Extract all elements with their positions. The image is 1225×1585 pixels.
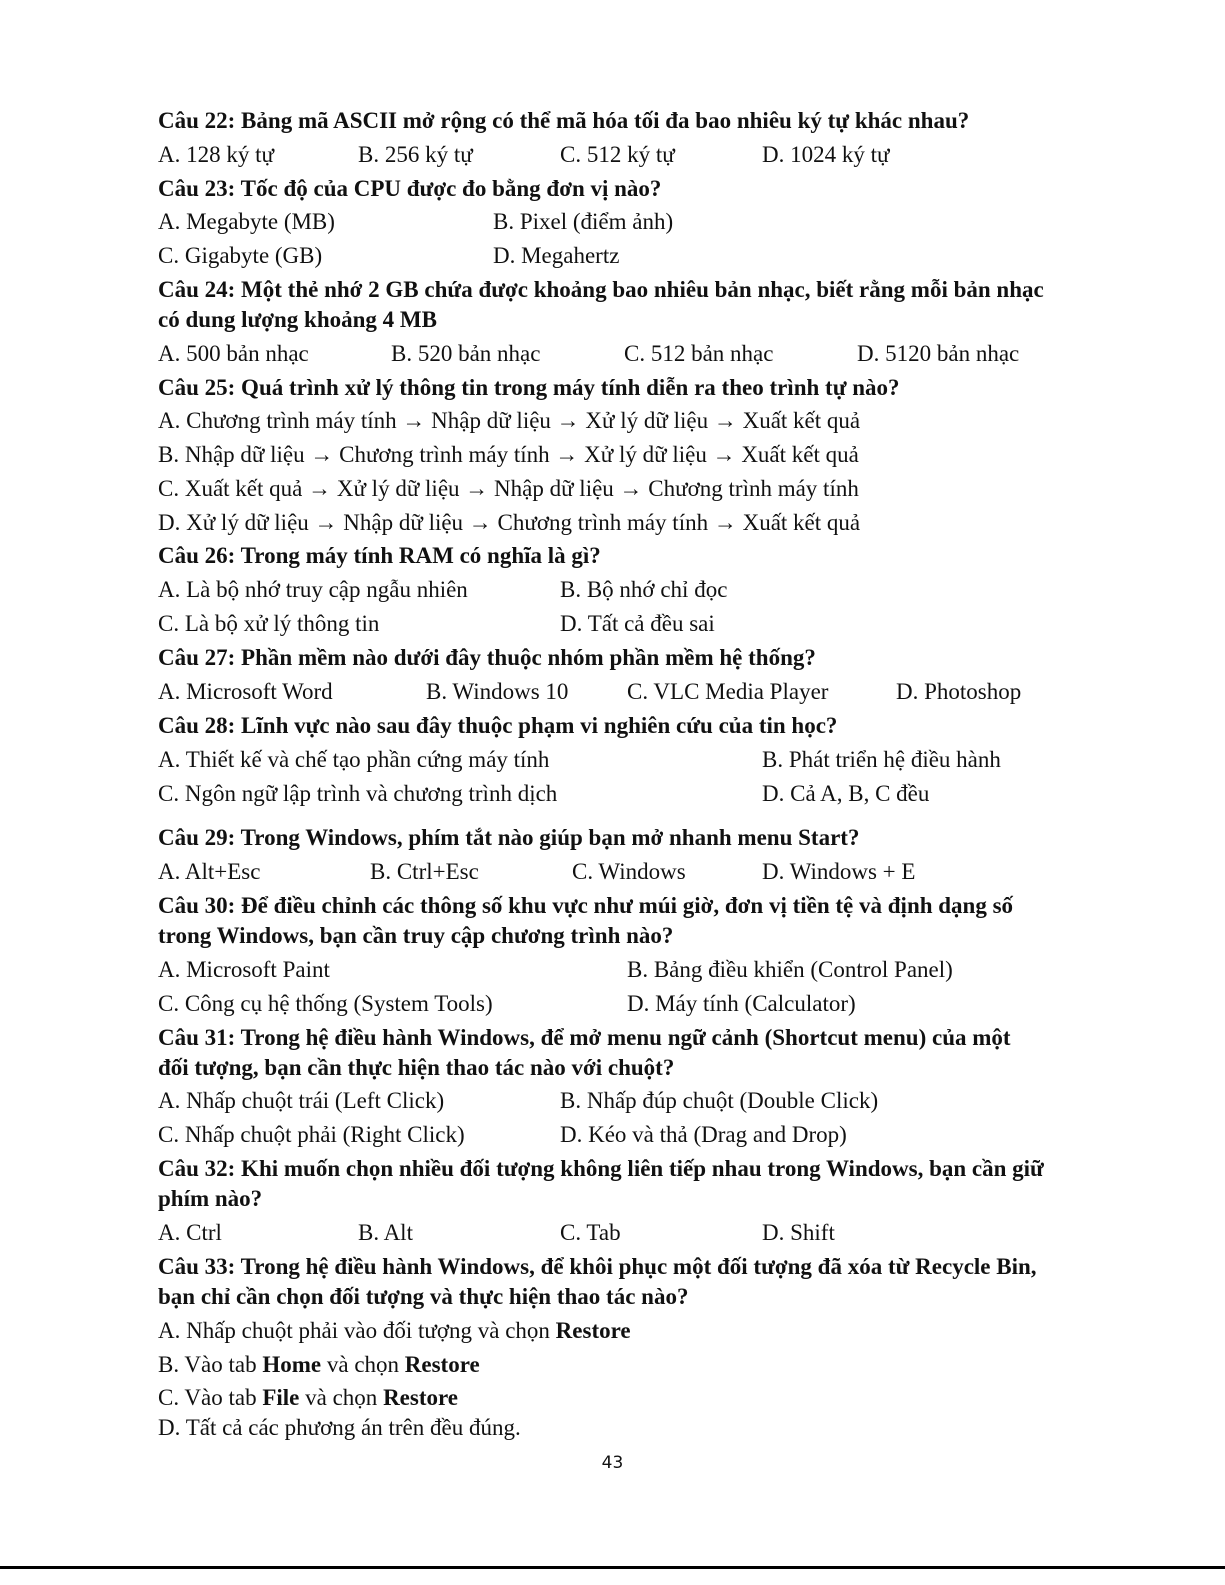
q33-option-c-bold-action: Restore bbox=[383, 1385, 458, 1410]
q31-option-d: D. Kéo và thả (Drag and Drop) bbox=[560, 1122, 847, 1147]
q28-option-d: D. Cả A, B, C đều bbox=[762, 781, 930, 806]
q33-option-b-bold-action: Restore bbox=[404, 1352, 480, 1377]
q25-option-a: A. Chương trình máy tính → Nhập dữ liệu → Xử lý dữ liệu → Xuất kết quả bbox=[158, 408, 861, 433]
q33-option-b-text: B. Vào tab bbox=[158, 1352, 263, 1377]
q31-option-c: C. Nhấp chuột phải (Right Click) bbox=[158, 1122, 465, 1147]
question-26-title: Câu 26: Trong máy tính RAM có nghĩa là gì? bbox=[158, 543, 601, 568]
q26-option-c: C. Là bộ xử lý thông tin bbox=[158, 611, 380, 636]
q33-option-c-bold-tab: File bbox=[262, 1385, 300, 1410]
q33-option-b bbox=[158, 1350, 480, 1380]
question-28-title: Câu 28: Lĩnh vực nào sau đây thuộc phạm vi nghiên cứu của tin học? bbox=[158, 713, 838, 738]
q33-option-b-mid: và chọn bbox=[321, 1352, 405, 1377]
q23-option-b: B. Pixel (điểm ảnh) bbox=[493, 209, 674, 234]
q31-option-b: B. Nhấp đúp chuột (Double Click) bbox=[560, 1088, 879, 1113]
question-29-title: Câu 29: Trong Windows, phím tắt nào giúp bạn mở nhanh menu Start? bbox=[158, 825, 860, 850]
q24-option-a: A. 500 bản nhạc bbox=[158, 341, 309, 366]
q22-option-b: B. 256 ký tự bbox=[358, 142, 473, 167]
q29-option-b: B. Ctrl+Esc bbox=[370, 859, 479, 884]
q33-option-c bbox=[158, 1383, 458, 1413]
q30-option-d: D. Máy tính (Calculator) bbox=[627, 991, 856, 1016]
q33-option-b-bold-tab: Home bbox=[262, 1352, 322, 1377]
q33-option-a-text: A. Nhấp chuột phải vào đối tượng và chọn bbox=[158, 1318, 556, 1343]
q33-option-a-bold: Restore bbox=[555, 1318, 631, 1343]
q22-option-a: A. 128 ký tự bbox=[158, 142, 274, 167]
q27-option-c: C. VLC Media Player bbox=[627, 679, 829, 704]
q26-option-b: B. Bộ nhớ chỉ đọc bbox=[560, 577, 728, 602]
q33-option-a bbox=[158, 1316, 631, 1346]
q29-option-d: D. Windows + E bbox=[762, 859, 916, 884]
q24-option-b: B. 520 bản nhạc bbox=[391, 341, 541, 366]
question-31-title-line2: đối tượng, bạn cần thực hiện thao tác nào với chuột? bbox=[158, 1055, 675, 1080]
bottom-divider bbox=[0, 1566, 1225, 1569]
q29-option-a: A. Alt+Esc bbox=[158, 859, 261, 884]
question-30-title-line1: Câu 30: Để điều chỉnh các thông số khu vực như múi giờ, đơn vị tiền tệ và định dạng số bbox=[158, 893, 1014, 918]
q33-option-c-text: C. Vào tab bbox=[158, 1385, 263, 1410]
q30-option-a: A. Microsoft Paint bbox=[158, 957, 330, 982]
q25-option-c: C. Xuất kết quả → Xử lý dữ liệu → Nhập dữ liệu → Chương trình máy tính bbox=[158, 476, 859, 501]
q22-option-d: D. 1024 ký tự bbox=[762, 142, 890, 167]
q32-option-c: C. Tab bbox=[560, 1220, 621, 1245]
question-24-title-line1: Câu 24: Một thẻ nhớ 2 GB chứa được khoảng bao nhiêu bản nhạc, biết rằng mỗi bản nhạc bbox=[158, 277, 1044, 302]
q28-option-c: C. Ngôn ngữ lập trình và chương trình dịch bbox=[158, 781, 558, 806]
question-31-title-line1: Câu 31: Trong hệ điều hành Windows, để mở menu ngữ cảnh (Shortcut menu) của một bbox=[158, 1025, 1011, 1050]
q26-option-a: A. Là bộ nhớ truy cập ngẫu nhiên bbox=[158, 577, 468, 602]
question-25-title: Câu 25: Quá trình xử lý thông tin trong máy tính diễn ra theo trình tự nào? bbox=[158, 375, 900, 400]
q28-option-b: B. Phát triển hệ điều hành bbox=[762, 747, 1001, 772]
q30-option-c: C. Công cụ hệ thống (System Tools) bbox=[158, 991, 493, 1016]
q24-option-d: D. 5120 bản nhạc bbox=[857, 341, 1020, 366]
question-27-title: Câu 27: Phần mềm nào dưới đây thuộc nhóm phần mềm hệ thống? bbox=[158, 645, 816, 670]
q24-option-c: C. 512 bản nhạc bbox=[624, 341, 774, 366]
q27-option-a: A. Microsoft Word bbox=[158, 679, 333, 704]
q31-option-a: A. Nhấp chuột trái (Left Click) bbox=[158, 1088, 445, 1113]
q22-option-c: C. 512 ký tự bbox=[560, 142, 675, 167]
q33-option-c-mid: và chọn bbox=[299, 1385, 384, 1410]
q32-option-a: A. Ctrl bbox=[158, 1220, 222, 1245]
question-33-title-line1: Câu 33: Trong hệ điều hành Windows, để khôi phục một đối tượng đã xóa từ Recycle Bin, bbox=[158, 1254, 1037, 1279]
q30-option-b: B. Bảng điều khiển (Control Panel) bbox=[627, 957, 953, 982]
question-32-title-line1: Câu 32: Khi muốn chọn nhiều đối tượng không liên tiếp nhau trong Windows, bạn cần giữ bbox=[158, 1156, 1044, 1181]
q25-option-b: B. Nhập dữ liệu → Chương trình máy tính → Xử lý dữ liệu → Xuất kết quả bbox=[158, 442, 859, 467]
q28-option-a: A. Thiết kế và chế tạo phần cứng máy tính bbox=[158, 747, 550, 772]
question-30-title-line2: trong Windows, bạn cần truy cập chương trình nào? bbox=[158, 923, 674, 948]
q27-option-d: D. Photoshop bbox=[896, 679, 1022, 704]
q27-option-b: B. Windows 10 bbox=[426, 679, 569, 704]
q23-option-d: D. Megahertz bbox=[493, 243, 620, 268]
q29-option-c: C. Windows bbox=[572, 859, 686, 884]
question-23-title: Câu 23: Tốc độ của CPU được đo bằng đơn vị nào? bbox=[158, 176, 662, 201]
question-24-title-line2: có dung lượng khoảng 4 MB bbox=[158, 307, 437, 332]
q23-option-a: A. Megabyte (MB) bbox=[158, 209, 335, 234]
page-number: 43 bbox=[601, 1453, 624, 1473]
q25-option-d: D. Xử lý dữ liệu → Nhập dữ liệu → Chương trình máy tính → Xuất kết quả bbox=[158, 510, 861, 535]
q32-option-d: D. Shift bbox=[762, 1220, 835, 1245]
question-22-title: Câu 22: Bảng mã ASCII mở rộng có thể mã hóa tối đa bao nhiêu ký tự khác nhau? bbox=[158, 108, 970, 133]
question-32-title-line2: phím nào? bbox=[158, 1186, 263, 1211]
question-33-title-line2: bạn chỉ cần chọn đối tượng và thực hiện thao tác nào? bbox=[158, 1284, 689, 1309]
q32-option-b: B. Alt bbox=[358, 1220, 413, 1245]
q23-option-c: C. Gigabyte (GB) bbox=[158, 243, 323, 268]
q26-option-d: D. Tất cả đều sai bbox=[560, 611, 715, 636]
q33-option-d: D. Tất cả các phương án trên đều đúng. bbox=[158, 1415, 521, 1440]
